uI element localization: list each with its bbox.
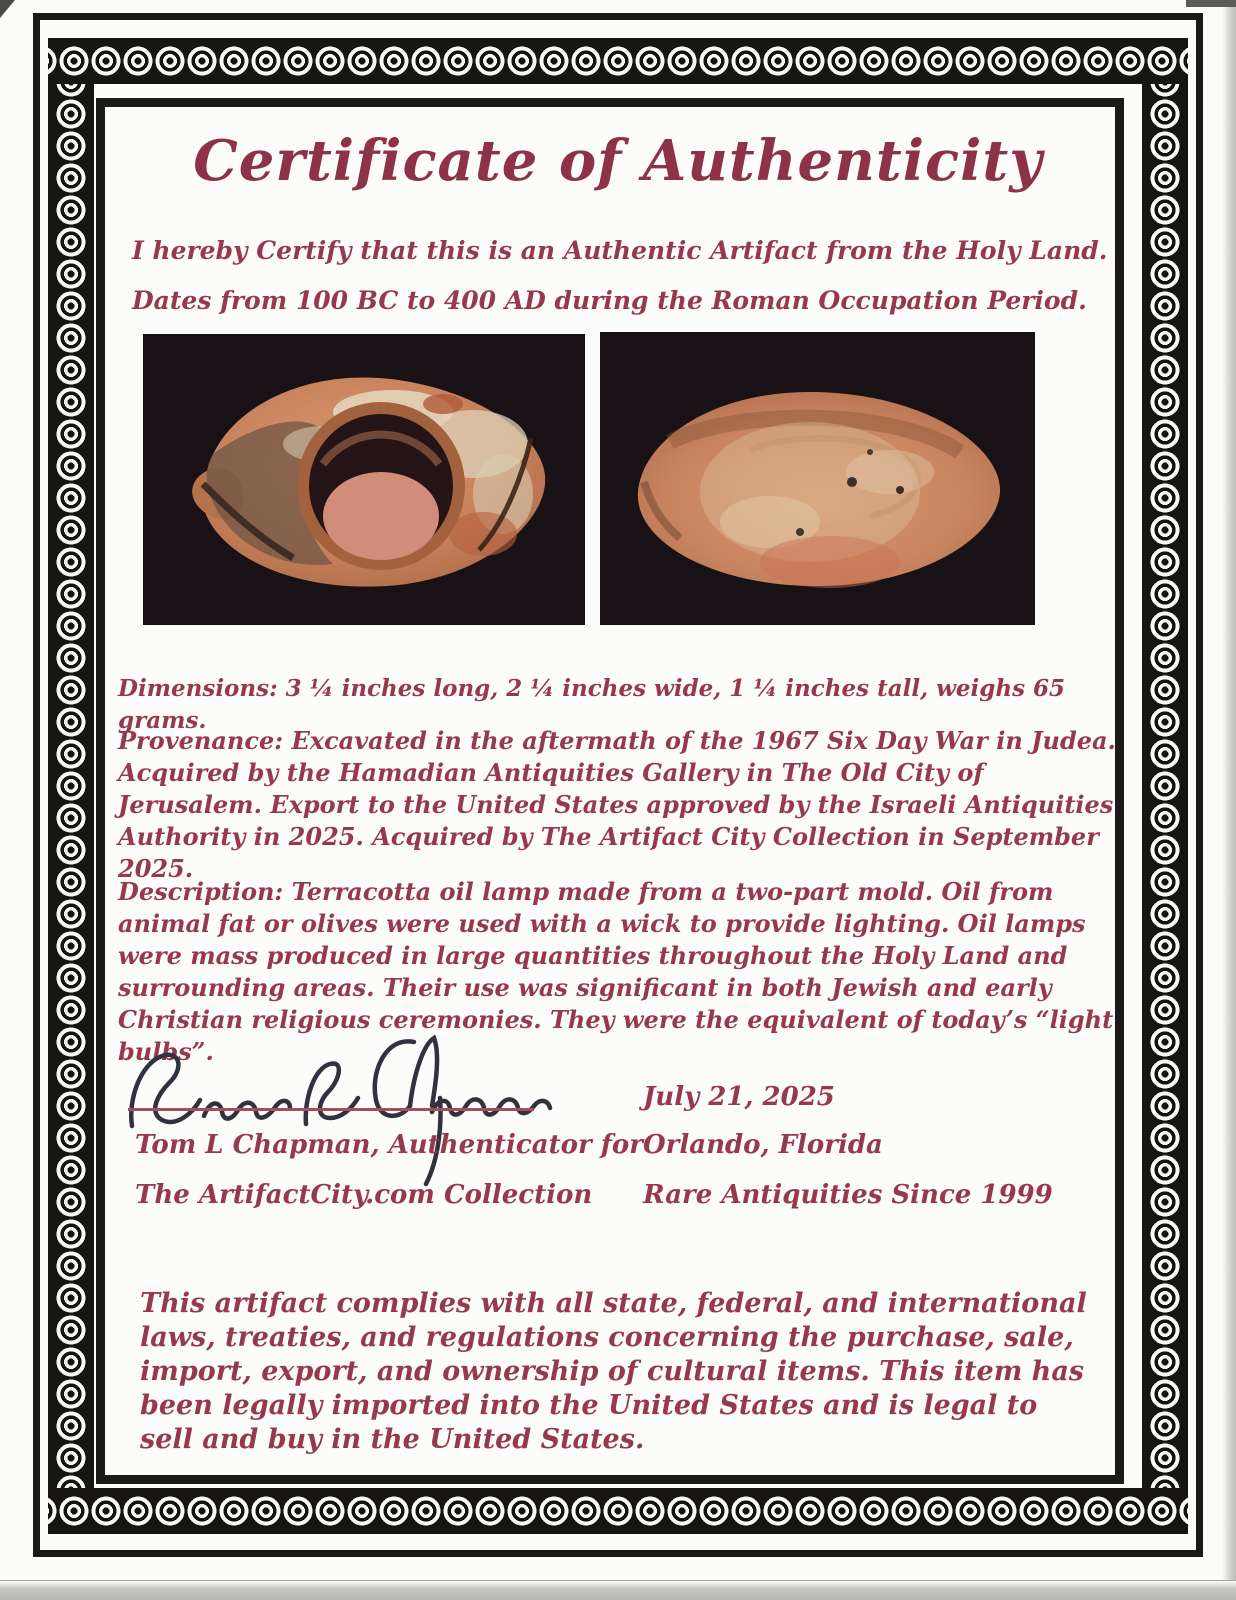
dimensions-label: Dimensions: [118,675,278,702]
description-text: Terracotta oil lamp made from a two-part mold. Oil from animal fat or olives were used with a wick to provide lighting. Oil lamps were mass produced in large quantities throughout the Holy Land and surrounding areas. Their use was significant in both Jewish and early Christian religious ceremonies. They were the equivalent of today’s “light bulbs”. [118,877,1114,1066]
intro-line-1: I hereby Certify that this is an Authentic Artifact from the Holy Land. [132,236,1108,265]
signer-name-line: Tom L Chapman, Authenticator for [135,1130,643,1160]
signature-underline [128,1108,534,1111]
circle-ornament-band-right [1142,84,1188,1488]
signature-handwriting [118,1008,588,1193]
provenance-label: Provenance: [118,726,284,755]
page-title: Certificate of Authenticity [193,128,1043,194]
intro-line-2: Dates from 100 BC to 400 AD during the Roman Occupation Period. [132,286,1087,315]
date-text: July 21, 2025 [643,1082,835,1112]
location-text: Orlando, Florida [643,1130,883,1160]
oil-lamp-bottom-view-photo [600,332,1035,625]
scan-edge-bottom [0,1580,1236,1600]
provenance-section [118,725,1118,885]
circle-ornament-band-top [48,38,1188,84]
collection-line: The ArtifactCity.com Collection [135,1180,593,1210]
scan-corner-artifact-right [1186,0,1236,7]
scan-corner-artifact-left [0,0,15,18]
scan-edge-right [1222,0,1236,1600]
description-label: Description: [118,877,284,906]
legal-paragraph: This artifact complies with all state, federal, and international laws, treaties, and regulations concerning the purchase, sale, import, export, and ownership of cultural items. This item has been legally imported into the United States and is legal to sell and buy in the United States. [140,1288,1087,1455]
provenance-text: Excavated in the aftermath of the 1967 Six Day War in Judea. Acquired by the Hamadian Antiquities Gallery in The Old City of Jerusalem. Export to the United States approved by the Israeli Antiquities Authority in 2025. Acquired by The Artifact City Collection in September 2025. [118,726,1116,883]
circle-ornament-band-bottom [48,1488,1188,1534]
circle-ornament-band-left [48,84,94,1488]
oil-lamp-top-view-photo [143,334,585,625]
dimensions-text: 3 ¼ inches long, 2 ¼ inches wide, 1 ¼ inches tall, weighs 65 grams. [118,675,1066,734]
tagline-text: Rare Antiquities Since 1999 [643,1180,1053,1210]
